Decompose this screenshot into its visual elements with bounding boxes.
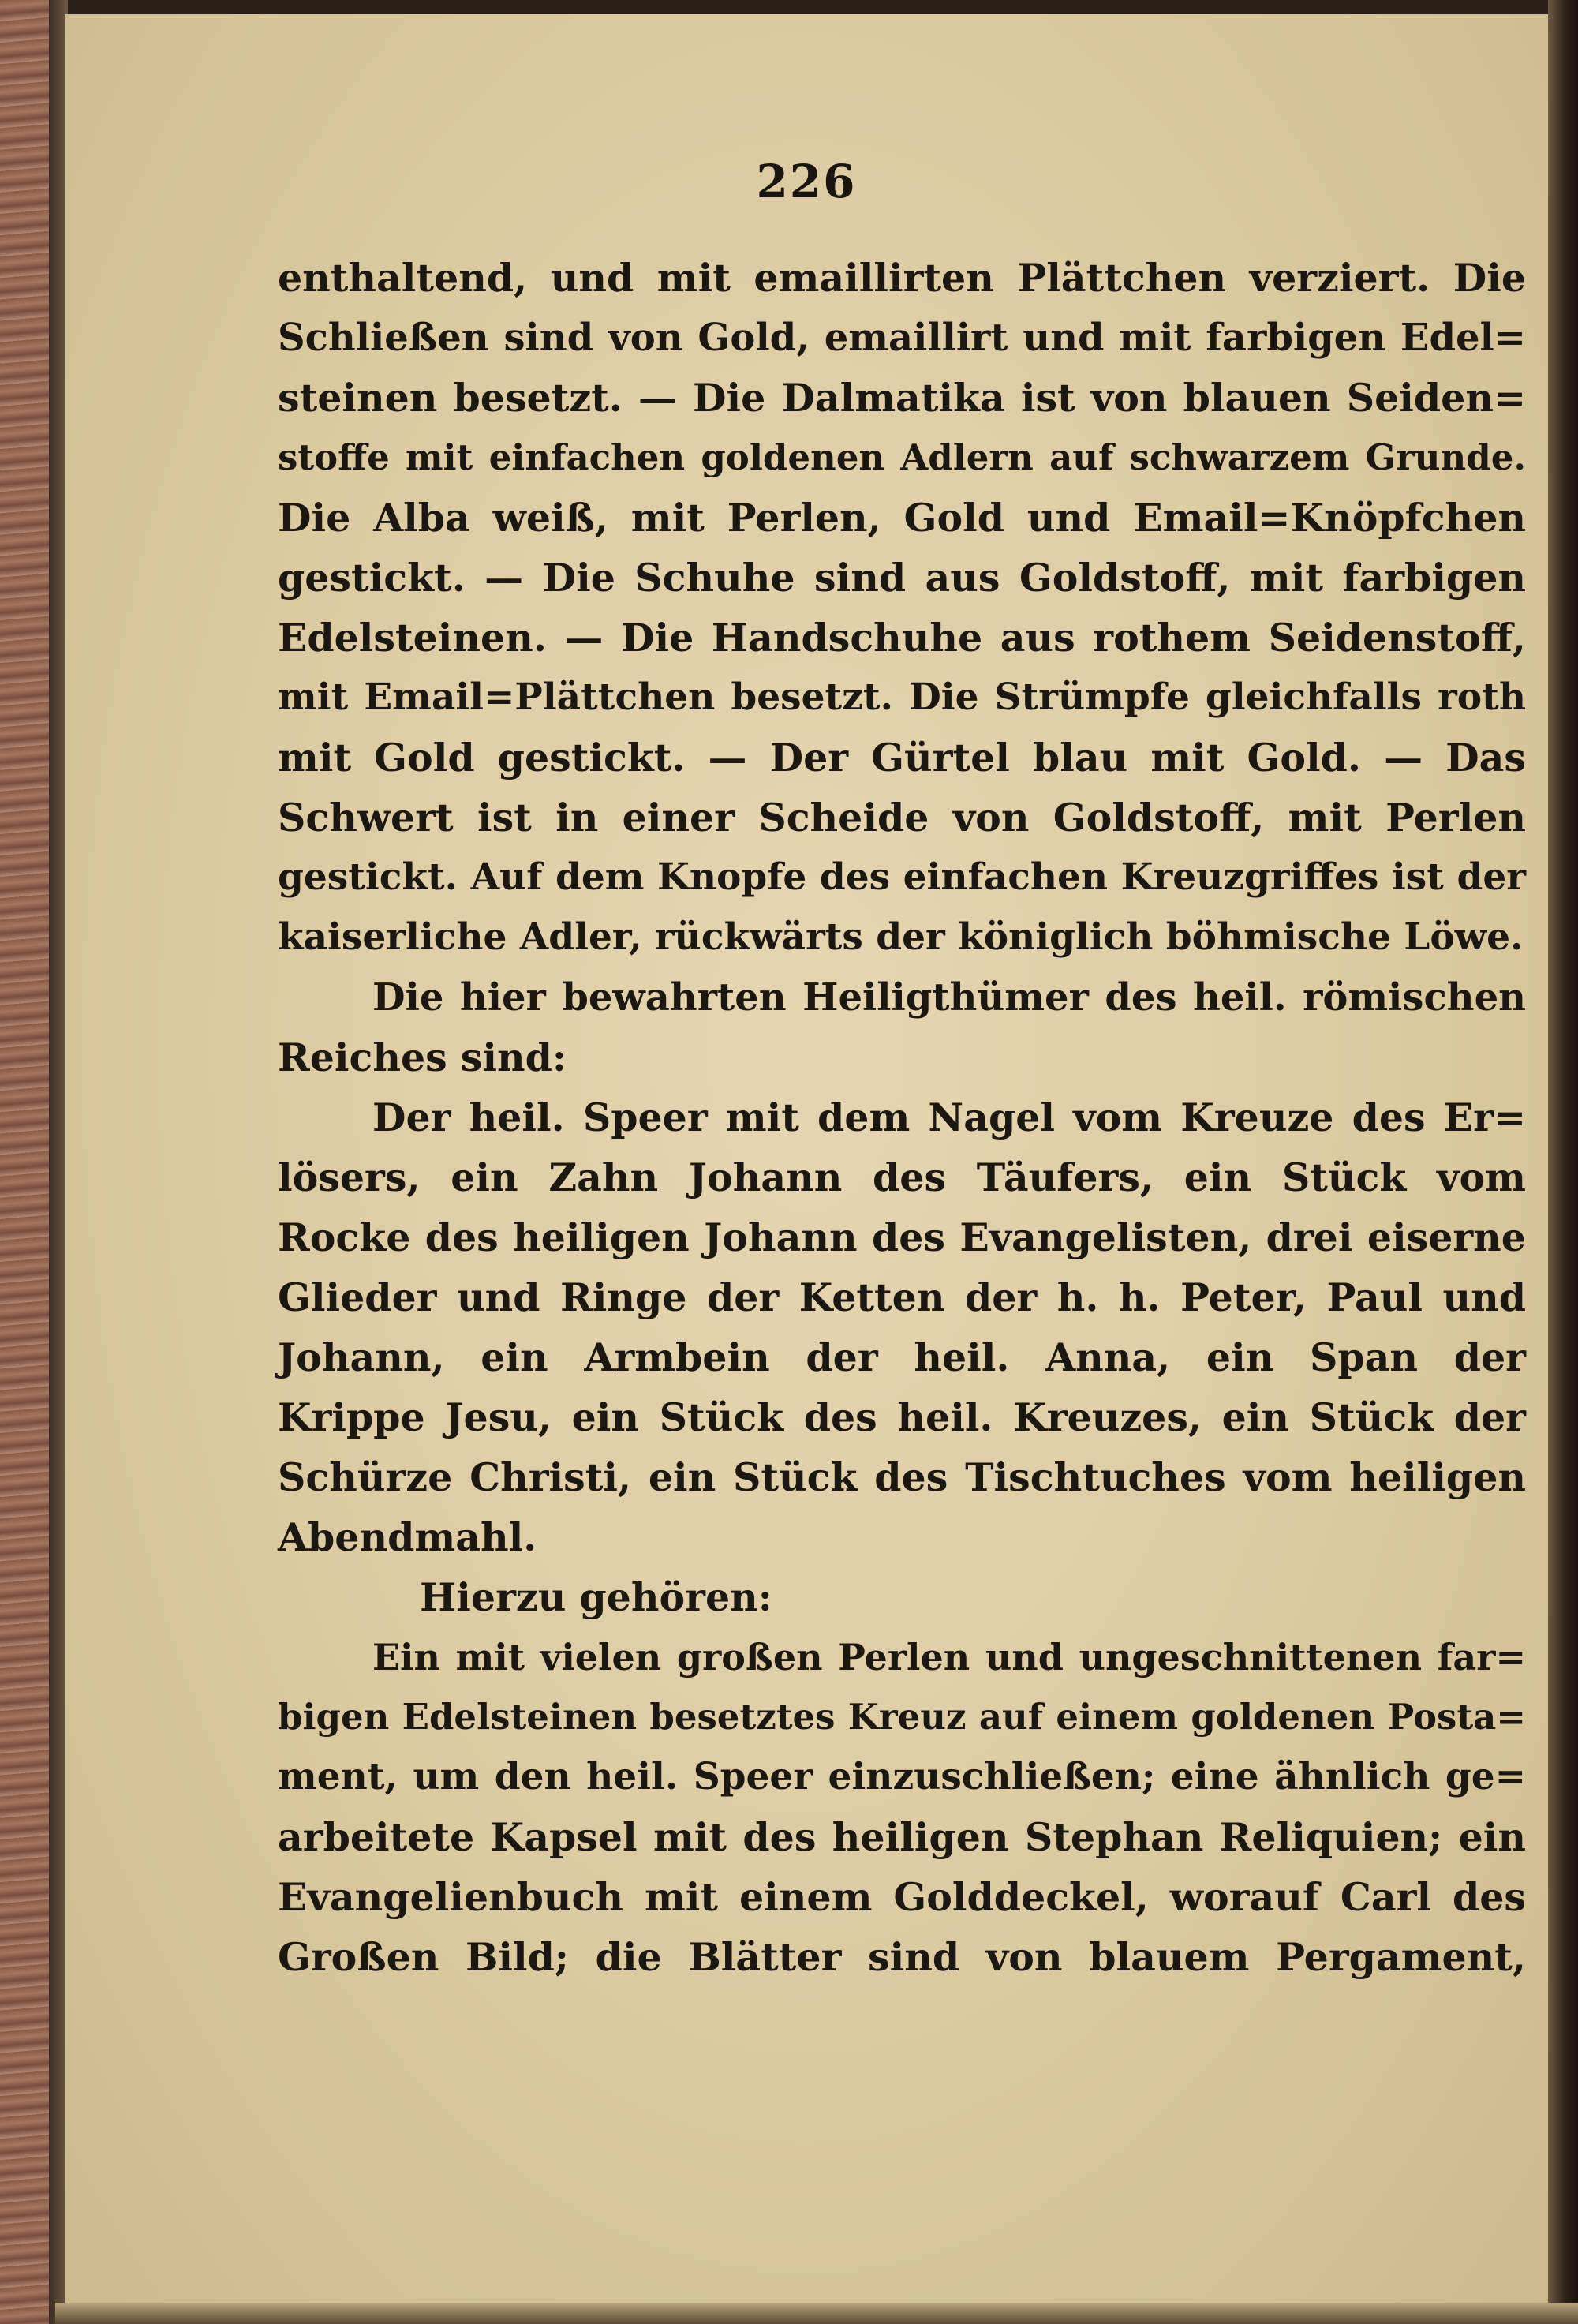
text-line: Schürze Christi, ein Stück des Tischtuches vom heiligen: [278, 1454, 1526, 1500]
text-line: bigen Edelsteinen besetztes Kreuz auf einem goldenen Posta=: [278, 1696, 1526, 1738]
text-line: Reiches sind:: [278, 1035, 567, 1080]
text-line: Hierzu gehören:: [420, 1574, 772, 1620]
text-line: Ein mit vielen großen Perlen und ungeschnittenen far=: [372, 1636, 1526, 1678]
text-line: Glieder und Ringe der Ketten der h. h. Peter, Paul und: [278, 1274, 1526, 1320]
page-right-edge: [1548, 0, 1578, 2324]
text-line: kaiserliche Adler, rückwärts der königlich böhmische Löwe.: [278, 915, 1524, 959]
text-line: Krippe Jesu, ein Stück des heil. Kreuzes, ein Stück der: [278, 1394, 1526, 1440]
text-line: Großen Bild; die Blätter sind von blauem Pergament,: [278, 1934, 1526, 1980]
marbled-edge: [0, 0, 55, 2324]
page-number: 226: [756, 155, 857, 208]
text-line: mit Gold gestickt. — Der Gürtel blau mit Gold. — Das: [278, 735, 1526, 780]
text-line: Die Alba weiß, mit Perlen, Gold und Email=Knöpfchen: [278, 495, 1526, 541]
text-line: gestickt. Auf dem Knopfe des einfachen Kreuzgriffes ist der: [278, 855, 1526, 899]
text-line: steinen besetzt. — Die Dalmatika ist von blauen Seiden=: [278, 375, 1526, 421]
text-line: enthaltend, und mit emaillirten Plättchen verziert. Die: [278, 255, 1526, 301]
text-line: Schließen sind von Gold, emaillirt und mit farbigen Edel=: [278, 316, 1526, 360]
text-line: mit Email=Plättchen besetzt. Die Strümpfe gleichfalls roth: [278, 675, 1526, 719]
text-line: stoffe mit einfachen goldenen Adlern auf schwarzem Grunde.: [278, 436, 1526, 478]
text-line: Edelsteinen. — Die Handschuhe aus rothem Seidenstoff,: [278, 615, 1526, 661]
text-line: Abendmahl.: [278, 1514, 537, 1560]
text-line: Rocke des heiligen Johann des Evangelisten, drei eiserne: [278, 1214, 1526, 1260]
text-line: arbeitete Kapsel mit des heiligen Stephan Reliquien; ein: [278, 1814, 1526, 1860]
page-paper: [65, 14, 1548, 2303]
text-line: gestickt. — Die Schuhe sind aus Goldstoff, mit farbigen: [278, 555, 1526, 601]
text-line: Evangelienbuch mit einem Golddeckel, worauf Carl des: [278, 1874, 1526, 1920]
text-line: Der heil. Speer mit dem Nagel vom Kreuze des Er=: [372, 1095, 1526, 1140]
body-text: [278, 248, 1526, 1987]
text-line: Johann, ein Armbein der heil. Anna, ein Span der: [278, 1334, 1526, 1380]
text-line: lösers, ein Zahn Johann des Täufers, ein Stück vom: [278, 1155, 1526, 1200]
page-bottom-edge: [55, 2303, 1578, 2324]
text-line: Die hier bewahrten Heiligthümer des heil. römischen: [372, 975, 1526, 1020]
text-line: ment, um den heil. Speer einzuschließen; eine ähnlich ge=: [278, 1755, 1526, 1798]
text-line: Schwert ist in einer Scheide von Goldstoff, mit Perlen: [278, 795, 1526, 840]
